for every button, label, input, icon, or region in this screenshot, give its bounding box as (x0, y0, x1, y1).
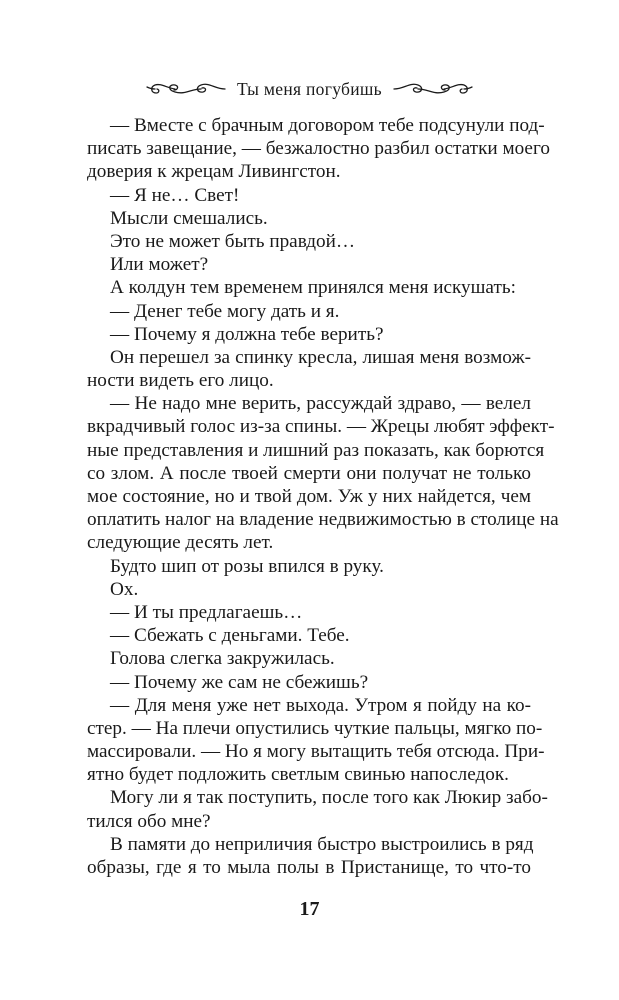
text-line: писать завещание, — безжалостно разбил остатки моего (87, 138, 550, 160)
flourish-ornament-left-icon (145, 79, 227, 99)
text-line: А колдун тем временем принялся меня искушать: (110, 277, 516, 299)
text-line: — Не надо мне верить, рассуждай здраво, — велел (110, 393, 531, 415)
text-line: Мысли смешались. (110, 207, 268, 229)
running-header-title: Ты меня погубишь (237, 78, 382, 99)
text-line: ные представления и лишний раз показать, как борются (87, 439, 545, 461)
text-line: — И ты предлагаешь… (110, 601, 303, 623)
text-line: — Вместе с брачным договором тебе подсунули под- (110, 115, 545, 136)
text-line: вкрадчивый голос из-за спины. — Жрецы любят эффект- (87, 416, 555, 438)
text-line: — Почему я должна тебе верить? (110, 323, 384, 345)
page-number: 17 (299, 898, 320, 920)
text-line: Будто шип от розы впился в руку. (110, 555, 384, 577)
text-line: тился обо мне? (87, 810, 211, 832)
text-line: стер. — На плечи опустились чуткие пальцы, мягко по- (87, 717, 543, 739)
text-line: — Сбежать с деньгами. Тебе. (110, 625, 350, 647)
text-line: Голова слегка закружилась. (110, 648, 335, 670)
body-text (87, 114, 559, 879)
text-line: — Я не… Свет! (110, 184, 240, 206)
text-line: массировали. — Но я могу вытащить тебя отсюда. При- (87, 741, 545, 763)
text-line: образы, где я то мыла полы в Пристанище, то что-то (87, 857, 531, 878)
text-line: Могу ли я так поступить, после того как Люкир забо- (110, 787, 548, 809)
text-line: — Для меня уже нет выхода. Утром я пойду на ко- (110, 694, 531, 716)
text-line: — Денег тебе могу дать и я. (110, 300, 340, 322)
text-line: Или может? (110, 254, 209, 276)
text-line: Ох. (110, 578, 139, 600)
text-line: следующие десять лет. (87, 532, 274, 554)
text-line: Он перешел за спинку кресла, лишая меня возмож- (110, 346, 531, 368)
text-line: — Почему же сам не сбежишь? (110, 671, 369, 693)
text-line: ности видеть его лицо. (87, 370, 274, 392)
text-line: Это не может быть правдой… (110, 230, 356, 252)
text-line: оплатить налог на владение недвижимостью в столице на (87, 509, 559, 531)
text-line: ятно будет подложить светлым свинью напоследок. (87, 764, 509, 786)
text-line: доверия к жрецам Ливингстон. (87, 161, 341, 183)
text-line: мое состояние, но и твой дом. Уж у них найдется, чем (87, 486, 531, 507)
text-line: В памяти до неприличия быстро выстроились в ряд (110, 833, 534, 855)
running-header (0, 76, 619, 102)
flourish-ornament-right-icon (392, 79, 474, 99)
text-line: со злом. А после твоей смерти они получат не только (87, 462, 531, 484)
